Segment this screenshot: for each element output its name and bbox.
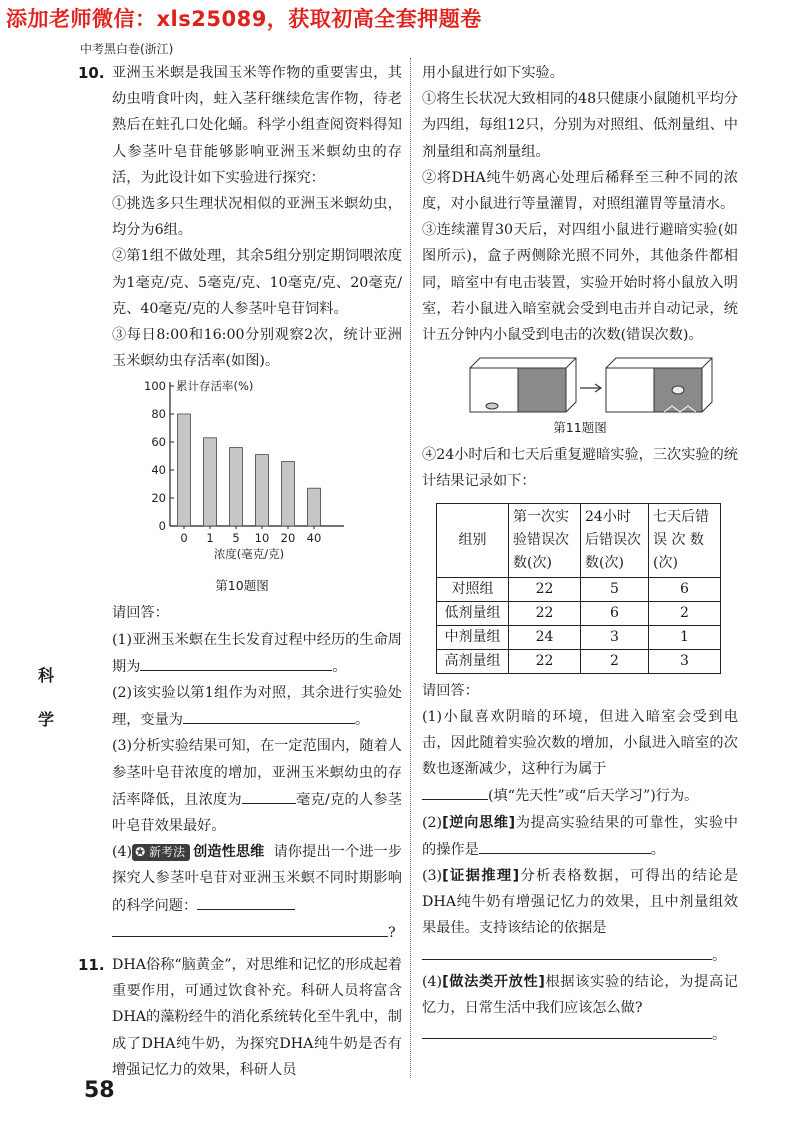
x-tick-label: 20 (280, 531, 296, 546)
maze-box-right (606, 358, 712, 412)
chart-svg (82, 374, 402, 574)
q11-sub2-tag: [逆向思维] (442, 814, 516, 831)
q10-figure-caption: 第10题图 (215, 578, 269, 594)
right-column (422, 60, 738, 1048)
cell-day7: 2 (649, 601, 721, 625)
q10-step2: ②第1组不做处理，其余5组分别定期饲喂浓度为1毫克/克、5毫克/克、10毫克/克、20毫克/克、40毫克/克的人参茎叶皂苷饲料。 (112, 248, 402, 317)
maze-svg (422, 354, 738, 416)
cell-first: 24 (509, 625, 581, 649)
q10-intro (78, 60, 402, 191)
th-day7-line-2: 误 次 数 (653, 531, 704, 548)
q10-sub2-blank[interactable] (183, 706, 355, 724)
cell-first: 22 (509, 577, 581, 601)
q11-sub4-tag: [做法类开放性] (442, 973, 545, 990)
q10-sub1 (82, 627, 402, 680)
q11-intro-text: DHA俗称“脑黄金”，对思维和记忆的形成起着重要作用，可通过饮食补充。科研人员将富含DHA的藻粉经牛的消化系统转化至牛乳中，制成了DHA纯牛奶，为探究DHA纯牛奶是否有增强记忆力的效果，科研人员 (112, 957, 402, 1078)
q10-sub4-blank-b[interactable] (112, 919, 388, 937)
q11-sub4-blank[interactable] (422, 1021, 712, 1039)
cell-day1: 5 (581, 577, 649, 601)
q11-maze-figure (422, 354, 738, 416)
q11-sub1-blank[interactable] (422, 782, 488, 800)
bar-5 (230, 448, 243, 526)
q10-sub1-end: 。 (332, 658, 347, 675)
cell-day1: 3 (581, 625, 649, 649)
q11-sub3-end: 。 (712, 947, 727, 964)
q10-step1: ①挑选多只生理状况相似的亚洲玉米螟幼虫，均分为6组。 (112, 196, 402, 239)
box-left-dark-room (518, 368, 566, 412)
th-day7-line-1: 七天后错 (653, 508, 709, 525)
column-divider (410, 58, 411, 1078)
q11-sub3-blank[interactable] (422, 942, 712, 960)
q10-sub2-text: (2)该实验以第1组作为对照，其余进行实验处理，变量为 (112, 685, 402, 729)
q11-sub4 (422, 969, 738, 1049)
y-tick-label: 0 (158, 519, 166, 534)
q10-bar-chart (82, 374, 402, 574)
th-day1-line-2: 后错误次 (585, 531, 641, 548)
table-header-first (509, 503, 581, 577)
q11-sub3 (422, 863, 738, 969)
y-tick-label: 40 (151, 463, 166, 478)
q10-sub4-blank-a[interactable] (197, 892, 295, 910)
y-axis-label: 累计存活率(%) (176, 379, 254, 394)
left-column (78, 60, 402, 1083)
q10-sub4-end: ? (388, 924, 396, 941)
q11-sub2 (422, 810, 738, 863)
y-tick-label: 20 (151, 491, 166, 506)
y-tick-label: 100 (144, 379, 166, 394)
y-tick-label: 80 (151, 407, 166, 422)
q10-sub1-blank[interactable] (140, 653, 332, 671)
table-row (437, 577, 721, 601)
y-tick-label: 60 (151, 435, 166, 450)
table-header-row (437, 503, 721, 577)
q11-step1: ①将生长状况大致相同的48只健康小鼠随机平均分为四组，每组12只，分别为对照组、低剂量组、中剂量组和高剂量组。 (422, 91, 738, 160)
q10-sub3-text-a: (3)分析实验结果可知，在一定范围内，随着人参茎叶皂苷浓度的增加，亚洲玉米螟幼虫的存活率降低，且浓度为 (112, 738, 402, 808)
side-tab-char-1: 科 (37, 666, 54, 685)
th-day7-line-3: (次) (653, 554, 678, 571)
q11-sub3-tag: [证据推理] (442, 868, 520, 885)
page-number: 58 (84, 1078, 115, 1103)
new-method-chip-label: 新考法 (149, 845, 186, 860)
q11-sub2-blank[interactable] (479, 836, 651, 854)
q10-sub4-text: 请你提出一个进一步探究人参茎叶皂苷对亚洲玉米螟不同时期影响的科学问题： (112, 844, 402, 914)
th-group-label: 组别 (458, 531, 487, 548)
q10-prompt: 请回答： (112, 605, 169, 622)
q11-sub2-num: (2) (422, 814, 443, 831)
mouse-left (486, 403, 498, 409)
x-tick-label: 40 (306, 531, 322, 546)
q11-sub4-end: 。 (712, 1027, 727, 1044)
cell-day1: 6 (581, 601, 649, 625)
x-tick-label: 10 (254, 531, 270, 546)
cell-group: 高剂量组 (437, 649, 509, 673)
table-row (437, 649, 721, 673)
bar-40 (308, 489, 321, 527)
th-day1-line-1: 24小时 (585, 508, 631, 525)
x-axis-label: 浓度(毫克/克) (213, 547, 285, 562)
q11-sub3-text: 分析表格数据，可得出的结论是DHA纯牛奶有增强记忆力的效果，且中剂量组效果最佳。支持该结论的依据是 (422, 868, 738, 937)
q10-sub2 (82, 680, 402, 733)
bar-1 (204, 438, 217, 526)
q11-sub1-text-a: (1)小鼠喜欢阴暗的环境，但进入暗室会受到电击，因此随着实验次数的增加，小鼠进入暗室的次数也逐渐减少，这种行为属于 (422, 708, 738, 778)
cell-first: 22 (509, 601, 581, 625)
box-left-edge (566, 358, 576, 368)
q11-step2: ②将DHA纯牛奶离心处理后稀释至三种不同的浓度，对小鼠进行等量灌胃，对照组灌胃等量清水。 (422, 169, 738, 213)
promo-banner: 添加老师微信：xls25089，获取初高全套押题卷 (6, 7, 482, 31)
new-method-chip (132, 844, 190, 861)
q10-sub4-num: (4) (112, 844, 133, 861)
cell-group: 对照组 (437, 577, 509, 601)
q10-sub3-blank[interactable] (242, 786, 296, 804)
q11-prompt: 请回答： (422, 682, 479, 699)
bar-20 (282, 462, 295, 526)
x-tick-label: 1 (206, 531, 214, 546)
th-first-line-3: 数(次) (513, 554, 552, 571)
cell-day7: 6 (649, 577, 721, 601)
q11-sub2-end: 。 (650, 841, 665, 858)
q11-sub3-num: (3) (422, 868, 443, 885)
q10-sub4 (82, 839, 402, 946)
box-right-edge (702, 358, 712, 368)
q10-number: 10. (78, 64, 105, 82)
cell-first: 22 (509, 649, 581, 673)
bar-10 (256, 455, 269, 526)
maze-box-left (470, 358, 576, 412)
table-header-day7 (649, 503, 721, 577)
q11-sub2-text: 为提高实验结果的可靠性，实验中的操作是 (422, 814, 738, 858)
q10-sub3 (82, 733, 402, 839)
table-row (437, 601, 721, 625)
side-tab-char-2: 学 (37, 710, 54, 729)
q11-sub1-text-b: (填“先天性”或“后天学习”)行为。 (488, 788, 699, 805)
cell-day7: 3 (649, 649, 721, 673)
q11-step3: ③连续灌胃30天后，对四组小鼠进行避暗实验(如图所示)，盒子两侧除光照不同外，其他条件都相同，暗室中有电击装置，实验开始时将小鼠放入明室，若小鼠进入暗室就会受到电击并自动记录，统计五分钟内小鼠受到电击的次数(错误次数)。 (422, 222, 738, 344)
q10-step3: ③每日8:00和16:00分别观察2次，统计亚洲玉米螟幼虫存活率(如图)。 (112, 327, 402, 370)
q11-intro-cont: 用小鼠进行如下实验。 (422, 65, 564, 81)
maze-arrow (580, 384, 601, 392)
x-tick-label: 0 (180, 531, 188, 546)
table-row (437, 625, 721, 649)
q10-sub4-tag: 创造性思维 (193, 844, 265, 861)
q11-sub4-num: (4) (422, 973, 443, 990)
x-tick-label: 5 (232, 531, 240, 546)
q11-figure-caption: 第11题图 (553, 420, 607, 436)
mouse-right (672, 386, 684, 394)
lightbulb-icon: ✪ (135, 845, 146, 860)
q11-number: 11. (78, 956, 105, 975)
table-header-day1 (581, 503, 649, 577)
cell-group: 低剂量组 (437, 601, 509, 625)
bar-0 (178, 414, 191, 526)
table-header-group (437, 503, 509, 577)
th-first-line-1: 第一次实 (513, 508, 569, 525)
q11-sub1 (422, 704, 738, 810)
q11-step4: ④24小时后和七天后重复避暗实验，三次实验的统计结果记录如下： (422, 447, 738, 490)
q10-sub3-text-b: 毫克/克的人参茎叶皂苷效果最好。 (112, 791, 402, 835)
q11-sub4-text: 根据该实验的结论，为提高记忆力，日常生活中我们应该怎么做? (422, 973, 738, 1017)
q11-intro (78, 952, 402, 1083)
q10-sub1-text: (1)亚洲玉米螟在生长发育过程中经历的生命周期为 (112, 631, 402, 675)
cell-group: 中剂量组 (437, 625, 509, 649)
cell-day1: 2 (581, 649, 649, 673)
subject-side-tab (34, 654, 58, 742)
cell-day7: 1 (649, 625, 721, 649)
q10-sub2-end: 。 (354, 712, 370, 729)
th-day1-line-3: 数(次) (585, 554, 624, 571)
th-first-line-2: 验错误次 (513, 531, 569, 548)
q11-results-table (436, 503, 721, 674)
q10-intro-text: 亚洲玉米螟是我国玉米等作物的重要害虫，其幼虫啃食叶肉，蛀入茎秆继续危害作物，待老熟后在蛀孔口处化蛹。科学小组查阅资料得知人参茎叶皂苷能够影响亚洲玉米螟幼虫的存活，为此设计如下实验进行探究： (112, 65, 402, 186)
running-head: 中考黑白卷(浙江) (80, 42, 174, 56)
